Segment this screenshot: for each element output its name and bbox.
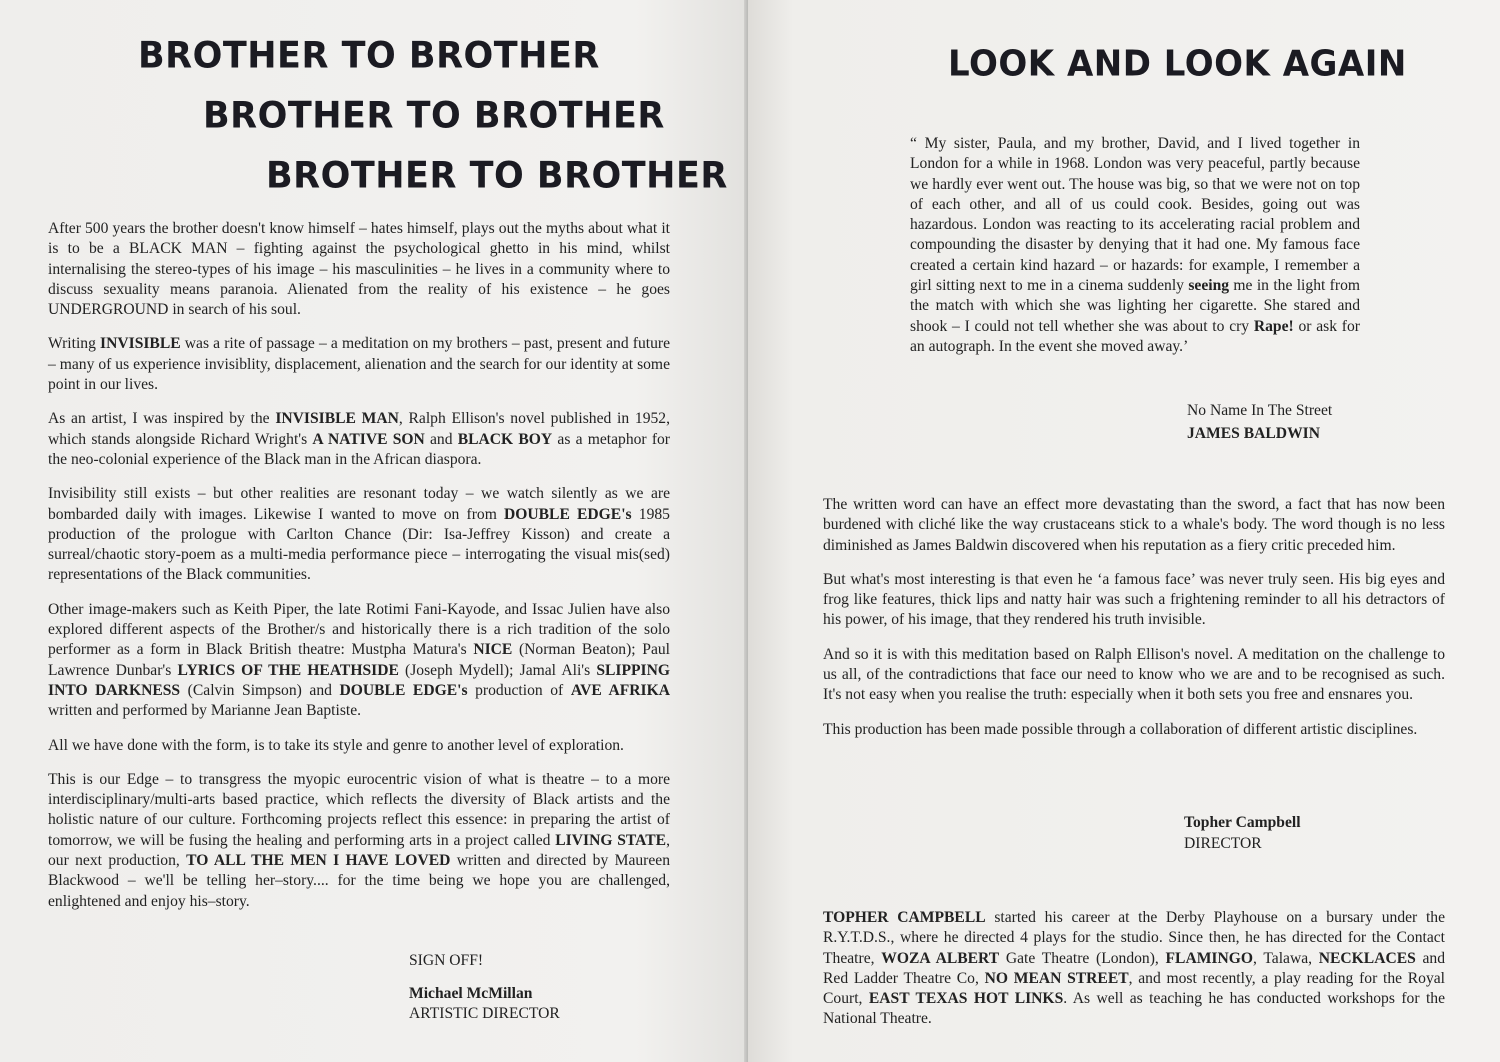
text-run: 1985 production of the prologue with Carlton Chance (Dir: Isa-Jeffrey Kisson) and create a surreal/chaotic story-poem as a multi-media performance piece – interrogating the visual mis(sed) representations of the Black communities.	[48, 505, 670, 584]
left-page	[0, 0, 748, 1062]
text-run: and Red Ladder Theatre Co,	[823, 949, 1446, 987]
bold-title: NICE	[473, 641, 513, 659]
paragraph	[48, 484, 670, 585]
signoff-line: SIGN OFF!	[409, 952, 484, 969]
baldwin-quote	[910, 134, 1360, 371]
bold-title: DOUBLE EDGE's	[504, 505, 632, 523]
text-run: As an artist, I was inspired by the	[48, 410, 276, 428]
bold-title: EAST TEXAS HOT LINKS	[868, 990, 1064, 1008]
text-run: and	[424, 430, 458, 448]
bold-title: INVISIBLE	[100, 335, 181, 353]
quote-paragraph	[910, 134, 1360, 357]
bold-title: LIVING STATE	[555, 831, 667, 849]
left-signoff	[409, 951, 560, 1025]
bio-paragraph	[823, 908, 1445, 1030]
paragraph	[48, 409, 670, 470]
paragraph: All we have done with the form, is to take its style and genre to another level of exploration.	[48, 736, 624, 754]
text-run: started his career at the Derby Playhouse on a bursary under the R.Y.T.D.S., where he directed 4 plays for the studio. Since then, he has directed for the Contact Theatre,	[823, 909, 1445, 967]
paragraph: The written word can have an effect more devastating than the sword, a fact that has now been burdened with cliché like the way crustaceans stick to a whale's body. The word though is no less diminished as James Baldwin discovered when his reputation as a fiery critic preceded him.	[823, 496, 1445, 554]
right-page	[748, 0, 1500, 1062]
paragraph: But what's most interesting is that even he ‘a famous face’ was never truly seen. His big eyes and frog like features, thick lips and natty hair was such a frightening reminder to all his detractors of his power, of his image, that they rendered his truth invisible.	[823, 570, 1445, 629]
paragraph	[48, 770, 670, 912]
text-run: , Talawa,	[1253, 949, 1319, 967]
bold-title: FLAMINGO	[1165, 949, 1254, 967]
signoff-name-text: Topher Campbell	[1184, 814, 1301, 831]
bold-title: A NATIVE SON	[312, 430, 425, 448]
text-run: “ My sister, Paula, and my brother, David, and I lived together in London for a while in 1968. London was very peaceful, partly because we hardly ever went out. The house was big, so that we were not on top of each other, and all of us could cook. Besides, going out was hazardous. London was reacting to its accelerating racial problem and compounding the disaster by denying that it had one. My famous face created a certain kind hazard – or hazards: for example, I remember a girl sitting next to me in a cinema suddenly	[910, 135, 1360, 295]
paragraph: After 500 years the brother doesn't know himself – hates himself, plays out the myths about what it is to be a BLACK MAN – fighting against the psychological ghetto in his mind, whilst internalising the stereo-types of his image – his masculinities – he lives in a community where to discuss sexuality means paranoia. Alienated from the reality of his existence – he goes UNDERGROUND in search of his soul.	[48, 220, 670, 319]
text-run: production of	[467, 681, 571, 699]
quote-attribution	[1187, 399, 1332, 445]
bold-title: TO ALL THE MEN I HAVE LOVED	[186, 852, 451, 870]
bold-title: NECKLACES	[1318, 949, 1416, 967]
paragraph: And so it is with this meditation based on Ralph Ellison's novel. A meditation on the challenge to us all, of the contradictions that face our need to know who we are and to be recognised as such. It's not easy when you realise the truth: especially when it both sets you free and ensnares you.	[823, 645, 1445, 704]
text-run: as a metaphor for the neo-colonial experience of the Black man in the African diaspora.	[48, 430, 670, 468]
text-run: Invisibility still exists – but other realities are resonant today – we watch silently as we are bombarded daily with images. Likewise I wanted to move on from	[48, 485, 670, 523]
heading-brother-to-brother-1: BROTHER TO BROTHER	[138, 35, 600, 77]
signoff-name-text: Michael McMillan	[409, 984, 533, 1002]
signoff-name	[1184, 813, 1301, 834]
text-run: (Norman Beaton); Paul Lawrence Dunbar's	[48, 641, 670, 679]
text-run: written and directed by Maureen Blackwood – we'll be telling her–story.... for the time being we hope you are challenged, enlightened and enjoy his–story.	[48, 852, 670, 910]
left-body-text	[48, 219, 670, 926]
text-run: me in the light from the match with which she was lighting her cigarette. She stared and shook – I could not tell whether she was about to cry	[910, 277, 1360, 335]
bold-title: SLIPPING INTO DARKNESS	[48, 661, 670, 699]
bold-title: INVISIBLE MAN	[275, 410, 399, 428]
text-run: (Calvin Simpson) and	[180, 681, 340, 699]
director-bio	[823, 908, 1445, 1044]
text-run: Gate Theatre (London),	[999, 949, 1166, 967]
attribution-author-text: JAMES BALDWIN	[1187, 425, 1320, 442]
heading-brother-to-brother-2: BROTHER TO BROTHER	[203, 95, 665, 137]
attribution-source: No Name In The Street	[1187, 402, 1333, 419]
bold-title: DOUBLE EDGE's	[339, 681, 468, 699]
text-run: , our next production,	[48, 831, 670, 870]
text-run: Writing	[48, 335, 101, 353]
text-run: . As well as teaching he has conducted workshops for the National Theatre.	[823, 990, 1445, 1028]
signoff-role: ARTISTIC DIRECTOR	[409, 1005, 560, 1022]
bold-title: NO MEAN STREET	[984, 969, 1129, 987]
signoff-name	[409, 984, 560, 1005]
text-run: was a rite of passage – a meditation on my brothers – past, present and future – many of us experience invisiblity, displacement, alienation and the search for our identity at some point in our lives.	[48, 335, 670, 394]
right-signoff	[1184, 813, 1301, 854]
paragraph: This production has been made possible through a collaboration of different artistic disciplines.	[823, 720, 1418, 738]
bold-title: AVE AFRIKA	[570, 681, 670, 699]
attribution-author	[1187, 422, 1332, 445]
text-run: or ask for an autograph. In the event she moved away.’	[910, 317, 1360, 355]
text-run: , and most recently, a play reading for the Royal Court,	[823, 969, 1446, 1008]
text-run: , Ralph Ellison's novel published in 1952, which stands alongside Richard Wright's	[48, 410, 670, 448]
text-run: written and performed by Marianne Jean Baptiste.	[48, 702, 362, 720]
bold-title: TOPHER CAMPBELL	[823, 909, 986, 926]
paragraph	[48, 334, 670, 395]
bold-word: Rape!	[1253, 317, 1294, 335]
text-run: This is our Edge – to transgress the myopic eurocentric vision of what is theatre – to a more interdisciplinary/multi-arts based practice, which reflects the diversity of Black artists and the holistic nature of our culture. Forthcoming projects reflect this essence: in preparing the artist of tomorrow, we will be fusing the healing and performing arts in a project called	[48, 770, 670, 849]
bold-title: LYRICS OF THE HEATHSIDE	[177, 661, 399, 679]
heading-look-and-look-again: LOOK AND LOOK AGAIN	[948, 43, 1407, 85]
text-run: (Joseph Mydell); Jamal Ali's	[398, 661, 597, 679]
bold-word: seeing	[1188, 277, 1230, 295]
text-run: Other image-makers such as Keith Piper, the late Rotimi Fani-Kayode, and Issac Julien have also explored different aspects of the Brother/s and historically there is a rich tradition of the solo performer as a form in Black British theatre: Mustpha Matura's	[48, 600, 670, 659]
bold-title: WOZA ALBERT	[881, 949, 1000, 967]
paragraph	[48, 600, 670, 722]
bold-title: BLACK BOY	[457, 430, 553, 448]
signoff-role: DIRECTOR	[1184, 834, 1262, 852]
right-body-text	[823, 495, 1445, 754]
heading-brother-to-brother-3: BROTHER TO BROTHER	[266, 155, 728, 197]
